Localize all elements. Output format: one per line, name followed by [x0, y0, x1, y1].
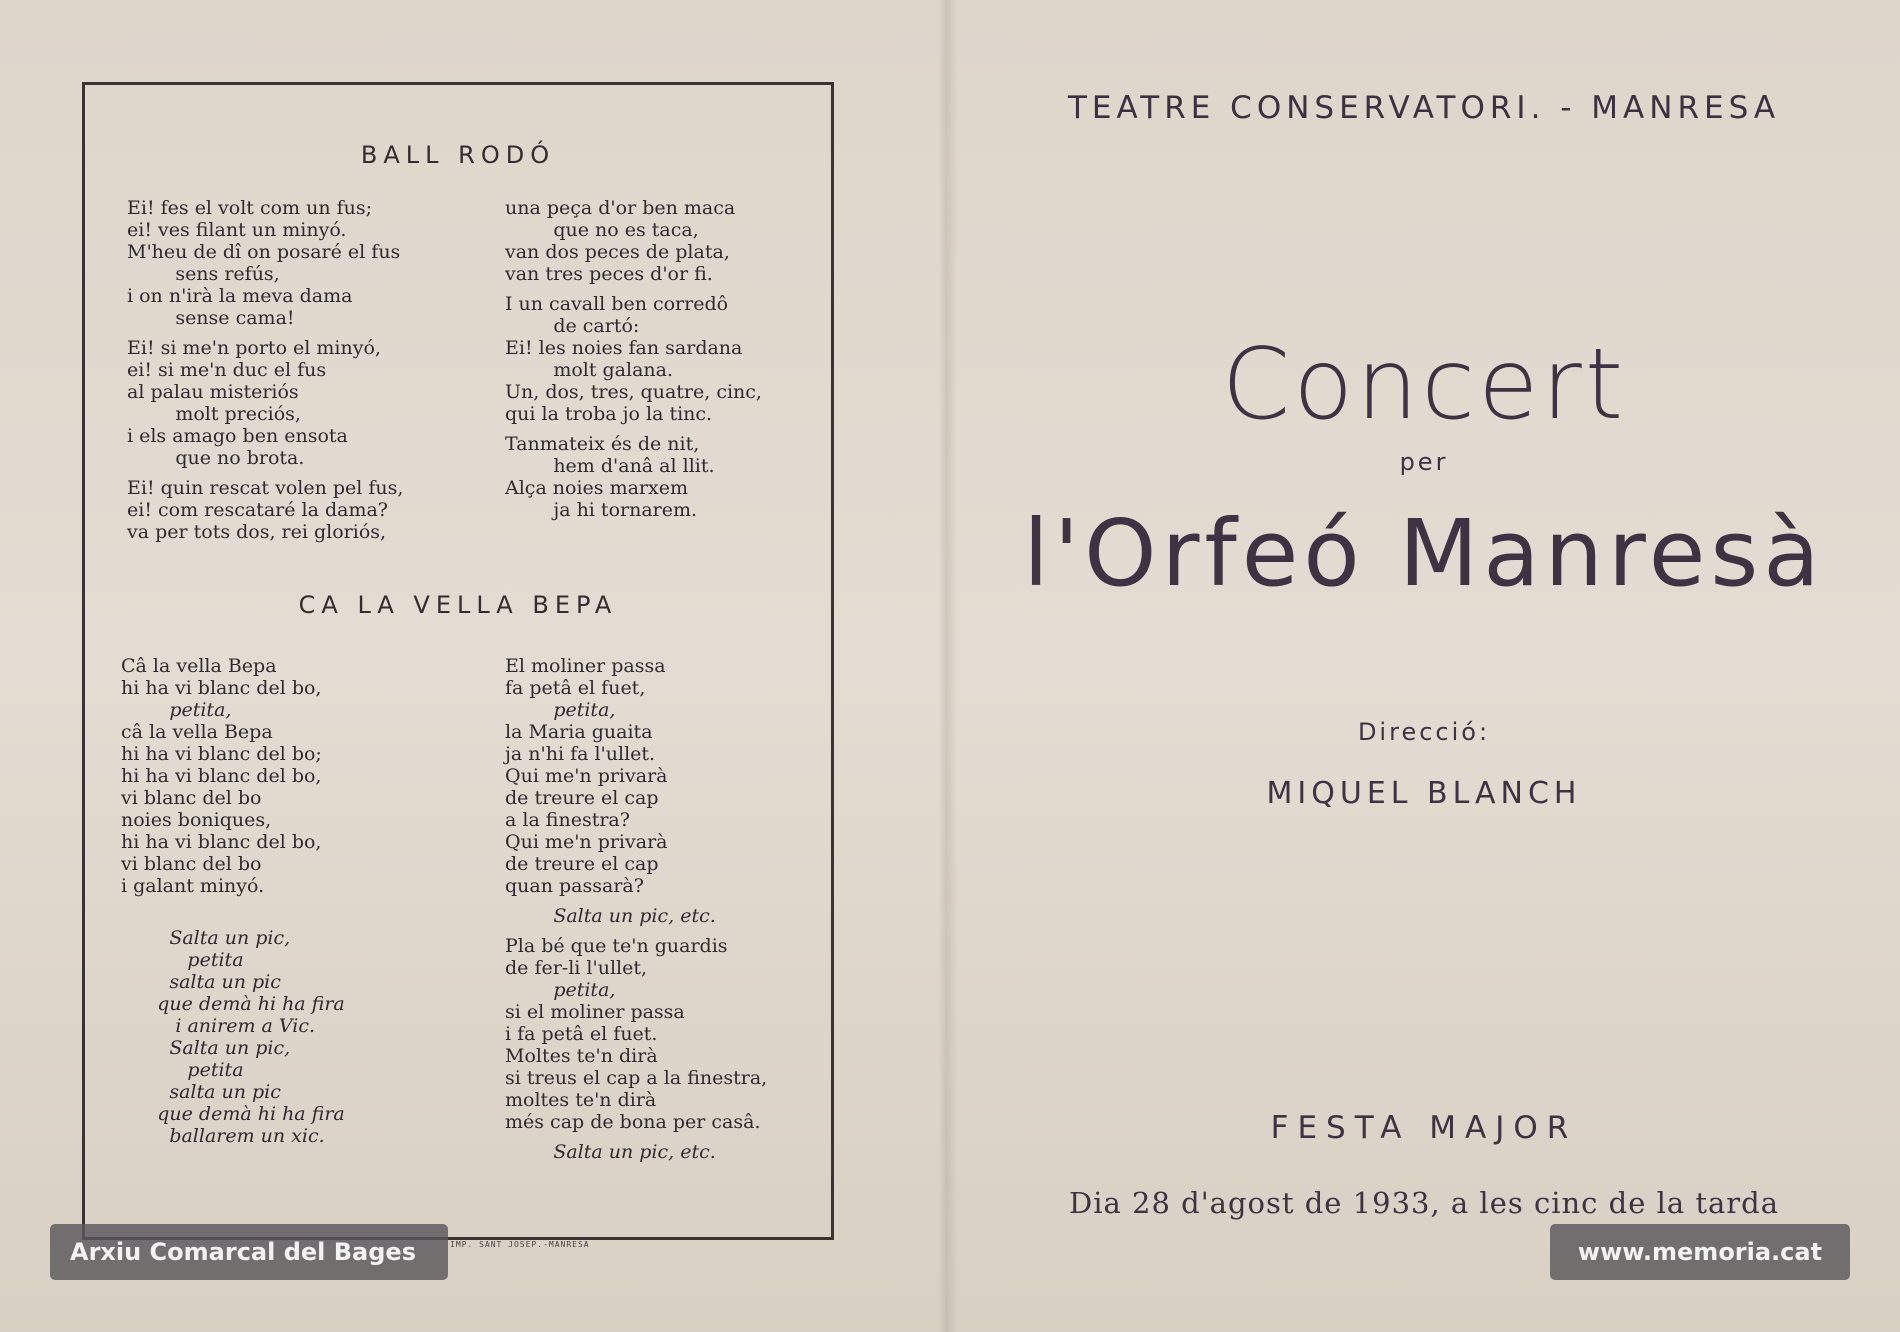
website-watermark: www.memoria.cat: [1550, 1224, 1850, 1280]
lyric-line: ja hi tornarem.: [505, 499, 698, 521]
stanza: [505, 293, 762, 425]
lyric-line: Ei! les noies fan sardana: [505, 337, 743, 359]
stanza: [121, 905, 345, 1147]
lyric-line: que demà hi ha fira: [121, 1103, 345, 1125]
lyric-line: M'heu de dî on posaré el fus: [127, 241, 401, 263]
lyric-line: vi blanc del bo: [121, 787, 262, 809]
song2-column-2: [505, 655, 767, 1171]
lyric-line: vi blanc del bo: [121, 853, 262, 875]
lyric-line: Ei! fes el volt com un fus;: [127, 197, 373, 219]
stanza: [505, 197, 762, 285]
lyric-line: ei! ves filant un minyó.: [127, 219, 347, 241]
lyric-line: Salta un pic,: [121, 927, 291, 949]
lyric-line: qui la troba jo la tinc.: [505, 403, 713, 425]
lyric-line: I un cavall ben corredô: [505, 293, 729, 315]
lyric-line: a la finestra?: [505, 809, 630, 831]
lyric-line: i on n'irà la meva dama: [127, 285, 353, 307]
lyric-line: petita,: [505, 699, 616, 721]
lyric-line: de fer-li l'ullet,: [505, 957, 648, 979]
lyric-line: ei! si me'n duc el fus: [127, 359, 327, 381]
lyric-line: ballarem un xic.: [121, 1125, 325, 1147]
song-title-ball-rodo: BALL RODÓ: [360, 141, 556, 169]
lyric-line: Pla bé que te'n guardis: [505, 935, 728, 957]
lyric-line: si el moliner passa: [505, 1001, 685, 1023]
lyric-line: una peça d'or ben maca: [505, 197, 736, 219]
lyric-line: ei! com rescataré la dama?: [127, 499, 388, 521]
venue-heading: TEATRE CONSERVATORI. - MANRESA: [1067, 90, 1781, 126]
lyric-line: Un, dos, tres, quatre, cinc,: [505, 381, 762, 403]
lyric-line: hi ha vi blanc del bo,: [121, 677, 322, 699]
lyric-line: de treure el cap: [505, 853, 659, 875]
printer-imprint: IMP. SANT JOSEP.-MANRESA: [450, 1240, 590, 1249]
lyric-line: que no es taca,: [505, 219, 699, 241]
stanza: [121, 655, 345, 897]
lyric-line: noies boniques,: [121, 809, 272, 831]
lyric-line: hi ha vi blanc del bo,: [121, 765, 322, 787]
lyric-line: petita,: [121, 699, 232, 721]
cover-page: [948, 0, 1900, 1332]
stanza: [505, 433, 762, 521]
stanza: [505, 1141, 767, 1163]
lyric-line: moltes te'n dirà: [505, 1089, 657, 1111]
lyric-line: El moliner passa: [505, 655, 666, 677]
stanza: [505, 905, 767, 927]
direction-label: Direcció:: [1357, 718, 1491, 746]
lyric-line: hi ha vi blanc del bo;: [121, 743, 322, 765]
concert-title: Concert: [1221, 328, 1627, 442]
lyric-line: [121, 905, 345, 927]
lyric-line: la Maria guaita: [505, 721, 653, 743]
lyrics-page: [0, 0, 946, 1332]
stanza: [505, 935, 767, 1133]
lyric-line: Tanmateix és de nit,: [505, 433, 700, 455]
lyric-line: câ la vella Bepa: [121, 721, 273, 743]
lyric-line: Câ la vella Bepa: [121, 655, 277, 677]
lyric-line: que no brota.: [127, 447, 305, 469]
lyric-line: si treus el cap a la finestra,: [505, 1067, 768, 1089]
lyric-line: i galant minyó.: [121, 875, 265, 897]
lyric-line: Ei! si me'n porto el minyó,: [127, 337, 381, 359]
lyric-line: Ei! quin rescat volen pel fus,: [127, 477, 404, 499]
lyric-line: al palau misteriós: [127, 381, 299, 403]
lyric-line: Salta un pic, etc.: [505, 905, 716, 927]
song-title-ca-la-vella-bepa: CA LA VELLA BEPA: [298, 591, 618, 619]
lyric-line: petita: [121, 949, 244, 971]
stanza: [127, 197, 403, 329]
lyric-line: quan passarà?: [505, 875, 644, 897]
archive-watermark: Arxiu Comarcal del Bages: [50, 1224, 448, 1280]
lyric-line: salta un pic: [121, 971, 281, 993]
lyric-line: molt galana.: [505, 359, 674, 381]
lyric-line: van dos peces de plata,: [505, 241, 730, 263]
lyric-line: van tres peces d'or fi.: [505, 263, 713, 285]
stanza: [127, 477, 403, 543]
lyric-line: que demà hi ha fira: [121, 993, 345, 1015]
lyric-line: més cap de bona per casâ.: [505, 1111, 761, 1133]
lyric-line: Salta un pic,: [121, 1037, 291, 1059]
lyric-line: petita,: [505, 979, 616, 1001]
lyric-line: Qui me'n privarà: [505, 765, 668, 787]
lyric-line: i els amago ben ensota: [127, 425, 348, 447]
song1-column-2: [505, 197, 762, 529]
lyric-line: va per tots dos, rei gloriós,: [127, 521, 387, 543]
lyric-line: salta un pic: [121, 1081, 281, 1103]
lyric-line: i fa petâ el fuet.: [505, 1023, 658, 1045]
lyric-line: Moltes te'n dirà: [505, 1045, 658, 1067]
stanza: [127, 337, 403, 469]
lyric-line: hem d'anâ al llit.: [505, 455, 715, 477]
lyric-line: sens refús,: [127, 263, 280, 285]
lyric-line: de cartó:: [505, 315, 640, 337]
event-date: Dia 28 d'agost de 1933, a les cinc de la tarda: [1068, 1186, 1780, 1220]
lyric-line: de treure el cap: [505, 787, 659, 809]
lyric-line: Qui me'n privarà: [505, 831, 668, 853]
lyric-line: fa petâ el fuet,: [505, 677, 646, 699]
festa-major-heading: FESTA MAJOR: [1270, 1110, 1578, 1146]
per-text: per: [1399, 448, 1449, 476]
lyric-line: petita: [121, 1059, 244, 1081]
lyric-line: sense cama!: [127, 307, 295, 329]
lyric-line: ja n'hi fa l'ullet.: [505, 743, 656, 765]
lyric-line: i anirem a Vic.: [121, 1015, 316, 1037]
choir-name: l'Orfeó Manresà: [1023, 500, 1825, 607]
stanza: [505, 655, 767, 897]
song1-column-1: [127, 197, 403, 551]
lyric-line: Salta un pic, etc.: [505, 1141, 716, 1163]
lyrics-frame: [82, 82, 834, 1240]
lyric-line: molt preciós,: [127, 403, 301, 425]
director-name: MIQUEL BLANCH: [1266, 776, 1582, 811]
song2-column-1: [121, 655, 345, 1155]
lyric-line: hi ha vi blanc del bo,: [121, 831, 322, 853]
lyric-line: Alça noies marxem: [505, 477, 688, 499]
